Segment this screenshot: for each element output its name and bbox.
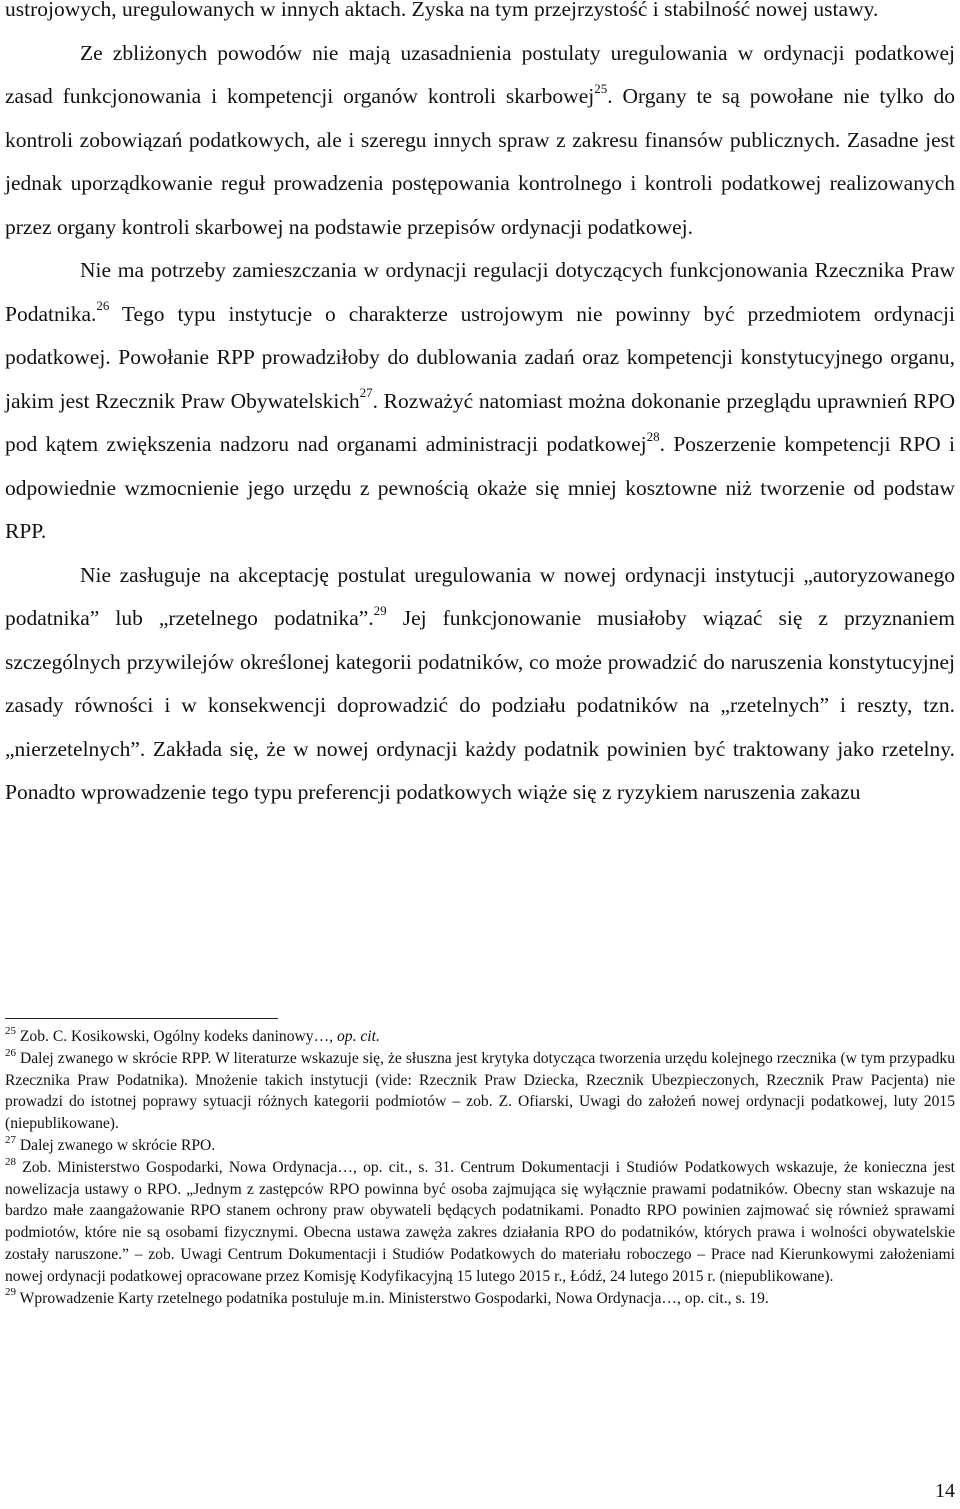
paragraph-autoryzowany-podatnik: Nie zasługuje na akceptację postulat uregulowania w nowej ordynacji instytucji „autoryzowanego podatnika” lub „rzetelnego podatnika”.$^{29}$ Jej funkcjonowanie musiałoby wiązać się z przyznaniem szczególnych przywilejów określonej kategorii podatników, co może prowadzić do naruszenia konstytucyjnej zasady równości i w konsekwencji doprowadzić do podziału podatników na „rzetelnych” i reszty, tzn. „nierzetelnych”. Zakłada się, że w nowej ordynacji każdy podatnik powinien być traktowany jako rzetelny. Ponadto wprowadzenie tego typu preferencji podatkowych wiąże się z ryzykiem naruszenia zakazu — [5, 562, 955, 804]
paragraph-continuation: ustrojowych, uregulowanych w innych aktach. Zyska na tym przejrzystość i stabilność nowej ustawy. — [5, 0, 879, 21]
footnote-28: $^{28}$ Zob. Ministerstwo Gospodarki, Nowa Ordynacja…, op. cit., s. 31. Centrum Dokumentacji i Studiów Podatkowych wskazuje, że konieczna jest nowelizacja ustawy o RPO. „Jednym z zastępców RPO powinna być osoba zajmująca się wyłącznie prawami podatników. Obecny stan wskazuje na bardzo małe zaangażowanie RPO stanem ochrony praw obywateli będących podatnikami. Ponadto RPO powinien zajmować się również sprawami podmiotów, które nie są osobami fizycznymi. Obecna ustawa zawęża zakres działania RPO do podatników, których prawa i wolności obywatelskie zostały naruszone.” – zob. Uwagi Centrum Dokumentacji i Studiów Podatkowych do materiału roboczego – Prace nad Kierunkowymi założeniami nowej ordynacji podatkowej opracowane przez Komisję Kodyfikacyjną 15 lutego 2015 r., Łódź, 24 lutego 2015 r. (niepublikowane). — [5, 1155, 955, 1285]
body-text — [5, 0, 955, 815]
footnote-27: $^{27}$ Dalej zwanego w skrócie RPO. — [5, 1133, 216, 1154]
footnote-ref-27[interactable]: 27 — [359, 385, 373, 401]
page-number: 14 — [935, 1480, 955, 1502]
document-page — [5, 0, 955, 815]
paragraph-kontrola-skarbowa: Ze zbliżonych powodów nie mają uzasadnienia postulaty uregulowania w ordynacji podatkowej zasad funkcjonowania i kompetencji organów kontroli skarbowej$^{25}$. Organy te są powołane nie tylko do kontroli zobowiązań podatkowych, ale i szeregu innych spraw z zakresu finansów publicznych. Zasadne jest jednak uporządkowanie reguł prowadzenia postępowania kontrolnego i kontroli podatkowej realizowanych przez organy kontroli skarbowej na podstawie przepisów ordynacji podatkowej. — [5, 40, 955, 239]
footnote-25: $^{25}$ Zob. C. Kosikowski, Ogólny kodeks daninowy…, op. cit. — [5, 1024, 380, 1045]
footnote-ref-26[interactable]: 26 — [96, 298, 110, 314]
footnote-ref-25[interactable]: 25 — [594, 80, 608, 96]
footnote-ref-28[interactable]: 28 — [646, 428, 660, 444]
footnote-ref-29[interactable]: 29 — [373, 602, 387, 618]
footnote-26: $^{26}$ Dalej zwanego w skrócie RPP. W literaturze wskazuje się, że słuszna jest krytyka dotycząca tworzenia urzędu kolejnego rzecznika (w tym przypadku Rzecznika Praw Podatnika). Mnożenie takich instytucji (vide: Rzecznik Praw Dziecka, Rzecznik Ubezpieczonych, Rzecznik Praw Pacjenta) nie prowadzi do istotnej poprawy sytuacji różnych kategorii podmiotów – zob. Z. Ofiarski, Uwagi do założeń nowej ordynacji podatkowej, luty 2015 (niepublikowane). — [5, 1046, 955, 1133]
footnote-29: $^{29}$ Wprowadzenie Karty rzetelnego podatnika postuluje m.in. Ministerstwo Gospodarki, Nowa Ordynacja…, op. cit., s. 19. — [5, 1286, 769, 1307]
footnotes — [5, 1026, 955, 1309]
footnote-separator — [5, 1018, 278, 1019]
paragraph-rzecznik-praw-podatnika: Nie ma potrzeby zamieszczania w ordynacji regulacji dotyczących funkcjonowania Rzecznika Praw Podatnika.$^{26}$ Tego typu instytucje o charakterze ustrojowym nie powinny być przedmiotem ordynacji podatkowej. Powołanie RPP prowadziłoby do dublowania zadań oraz kompetencji konstytucyjnego organu, jakim jest Rzecznik Praw Obywatelskich$^{27}$. Rozważyć natomiast można dokonanie przeglądu uprawnień RPO pod kątem zwiększenia nadzoru nad organami administracji podatkowej$^{28}$. Poszerzenie kompetencji RPO i odpowiednie wzmocnienie jego urzędu z pewnością okaże się mniej kosztowne niż tworzenie od podstaw RPP. — [5, 258, 955, 543]
